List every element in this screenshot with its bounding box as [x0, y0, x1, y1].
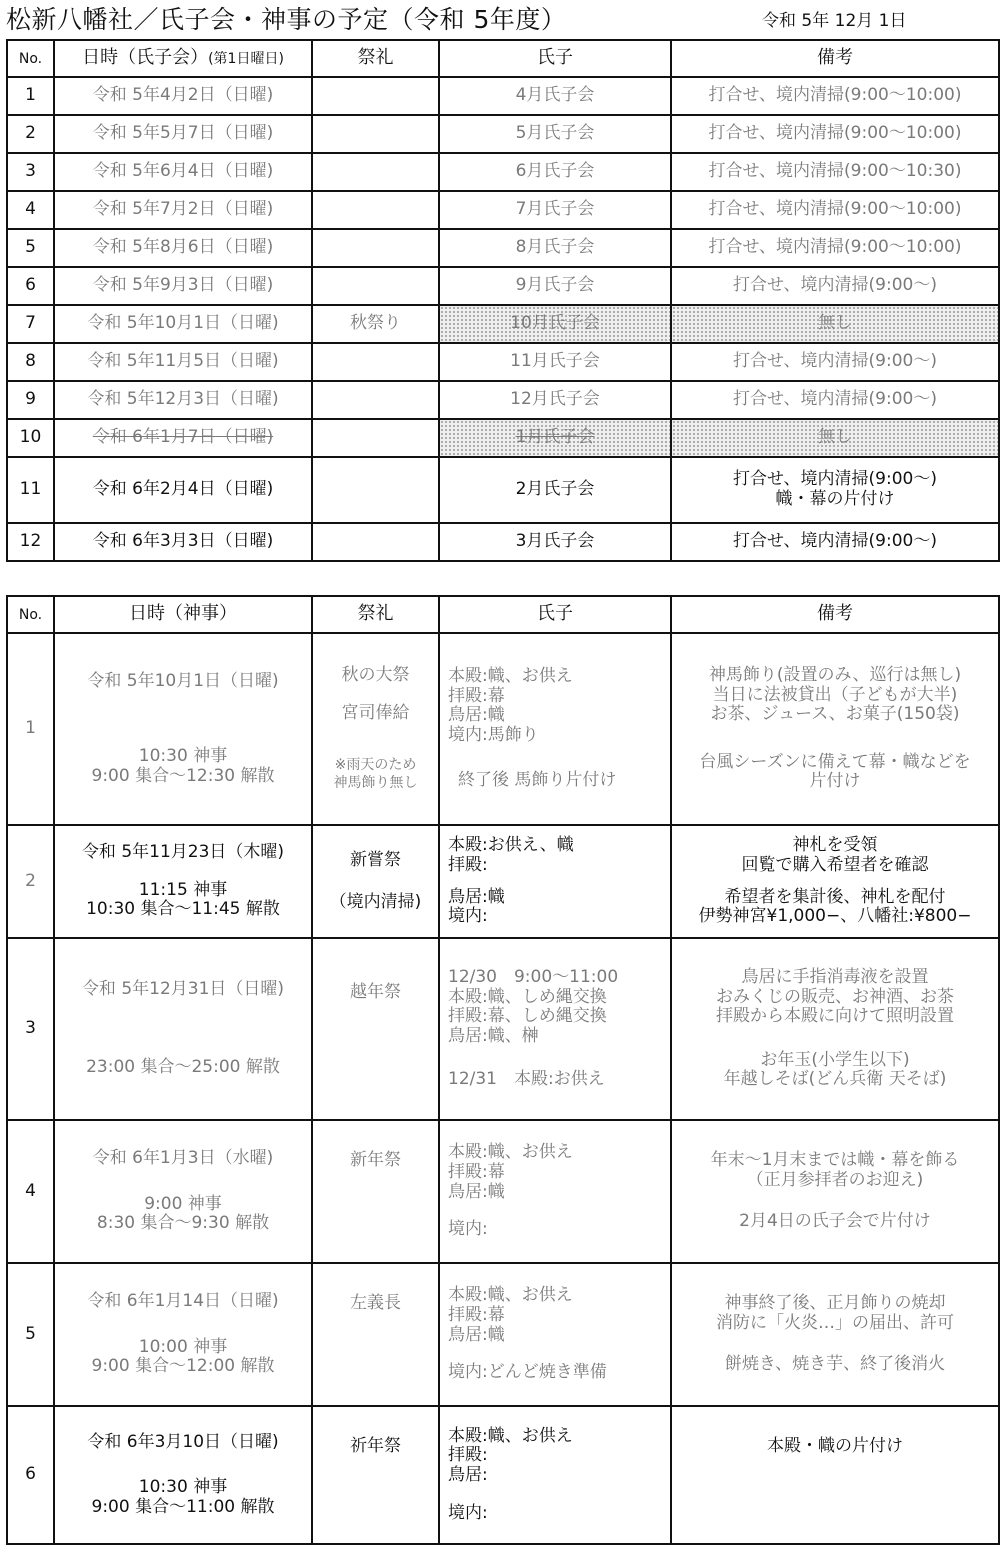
document-date: 令和 5年 12月 1日	[762, 11, 907, 31]
row-date: 令和 5年10月1日（日曜)	[54, 305, 312, 343]
row-no: 8	[7, 343, 54, 381]
row-festival: 新年祭	[312, 1120, 439, 1263]
row-remarks: 打合せ、境内清掃(9:00～10:00)	[671, 77, 999, 115]
row-festival	[312, 523, 439, 561]
row-remarks: 無し	[671, 305, 999, 343]
row-festival	[312, 267, 439, 305]
row-festival: 秋の大祭 宮司俸給 ※雨天のため 神馬飾り無し	[312, 633, 439, 825]
row-festival	[312, 77, 439, 115]
row-date: 令和 6年2月4日（日曜)	[54, 457, 312, 523]
row-festival	[312, 153, 439, 191]
row-remarks: 年末～1月末までは幟・幕を飾る （正月参拝者のお迎え) 2月4日の氏子会で片付け	[671, 1120, 999, 1263]
header-date: 日時（神事）	[54, 596, 312, 633]
row-no: 5	[7, 1263, 54, 1406]
row-date: 令和 5年11月5日（日曜)	[54, 343, 312, 381]
row-no: 10	[7, 419, 54, 457]
table-row	[7, 267, 999, 305]
table-row	[7, 305, 999, 343]
row-date: 令和 6年1月7日（日曜)	[54, 419, 312, 457]
row-ujiko: 12月氏子会	[439, 381, 671, 419]
row-no: 2	[7, 825, 54, 938]
row-date: 令和 5年11月23日（木曜) 11:15 神事 10:30 集合～11:45 解散	[54, 825, 312, 938]
row-ujiko: 3月氏子会	[439, 523, 671, 561]
header-date: 日時（氏子会）(第1日曜日)	[54, 40, 312, 77]
table-row	[7, 191, 999, 229]
table-row	[7, 229, 999, 267]
row-festival	[312, 381, 439, 419]
table-row	[7, 77, 999, 115]
row-no: 4	[7, 191, 54, 229]
row-ujiko: 4月氏子会	[439, 77, 671, 115]
row-date: 令和 6年3月3日（日曜)	[54, 523, 312, 561]
row-date: 令和 5年4月2日（日曜)	[54, 77, 312, 115]
row-remarks: 打合せ、境内清掃(9:00～10:00)	[671, 115, 999, 153]
row-remarks: 打合せ、境内清掃(9:00～) 幟・幕の片付け	[671, 457, 999, 523]
row-date: 令和 5年9月3日（日曜)	[54, 267, 312, 305]
table-row	[7, 153, 999, 191]
row-festival	[312, 457, 439, 523]
row-remarks: 打合せ、境内清掃(9:00～)	[671, 523, 999, 561]
row-festival: 越年祭	[312, 938, 439, 1120]
row-date: 令和 5年12月3日（日曜)	[54, 381, 312, 419]
row-no: 11	[7, 457, 54, 523]
header-remarks: 備考	[671, 40, 999, 77]
row-remarks: 神札を受領 回覧で購入希望者を確認 希望者を集計後、神札を配付 伊勢神宮¥1,000−、八幡社:¥800−	[671, 825, 999, 938]
row-ujiko: 本殿:お供え、幟 拝殿: 鳥居:幟 境内:	[439, 825, 671, 938]
table-row	[7, 633, 999, 825]
row-remarks: 打合せ、境内清掃(9:00～)	[671, 343, 999, 381]
row-festival	[312, 229, 439, 267]
table-row	[7, 1406, 999, 1544]
row-remarks: 神馬飾り(設置のみ、巡行は無し) 当日に法被貸出（子どもが大半) お茶、ジュース、お菓子(150袋) 台風シーズンに備えて幕・幟などを 片付け	[671, 633, 999, 825]
row-remarks: 打合せ、境内清掃(9:00～)	[671, 267, 999, 305]
row-no: 1	[7, 633, 54, 825]
header-ujiko: 氏子	[439, 596, 671, 633]
row-ujiko: 本殿:幟、お供え 拝殿: 鳥居: 境内:	[439, 1406, 671, 1544]
row-date: 令和 5年12月31日（日曜) 23:00 集合～25:00 解散	[54, 938, 312, 1120]
row-ujiko: 9月氏子会	[439, 267, 671, 305]
row-festival	[312, 343, 439, 381]
table-header-row	[7, 596, 999, 633]
row-festival: 左義長	[312, 1263, 439, 1406]
row-remarks: 無し	[671, 419, 999, 457]
table-header-row	[7, 40, 999, 77]
row-date: 令和 5年8月6日（日曜)	[54, 229, 312, 267]
row-no: 1	[7, 77, 54, 115]
page-title: 松新八幡社／氏子会・神事の予定（令和 5年度）	[6, 5, 567, 34]
row-no: 4	[7, 1120, 54, 1263]
row-ujiko: 11月氏子会	[439, 343, 671, 381]
table-row	[7, 1120, 999, 1263]
row-ujiko: 7月氏子会	[439, 191, 671, 229]
row-festival	[312, 191, 439, 229]
header-ujiko: 氏子	[439, 40, 671, 77]
table-row	[7, 523, 999, 561]
row-ujiko: 本殿:幟、お供え 拝殿:幕 鳥居:幟 境内:どんど焼き準備	[439, 1263, 671, 1406]
table-row	[7, 381, 999, 419]
row-ujiko: 5月氏子会	[439, 115, 671, 153]
table-row	[7, 1263, 999, 1406]
row-ujiko: 1月氏子会	[439, 419, 671, 457]
row-remarks: 打合せ、境内清掃(9:00～)	[671, 381, 999, 419]
row-festival	[312, 419, 439, 457]
row-remarks: 打合せ、境内清掃(9:00～10:00)	[671, 191, 999, 229]
row-remarks: 本殿・幟の片付け	[671, 1406, 999, 1544]
ujiko-meeting-table	[6, 39, 1000, 562]
row-no: 7	[7, 305, 54, 343]
header-no: No.	[7, 40, 54, 77]
table-row	[7, 457, 999, 523]
table-row	[7, 825, 999, 938]
row-ujiko: 本殿:幟、お供え 拝殿:幕 鳥居:幟 境内:	[439, 1120, 671, 1263]
header-remarks: 備考	[671, 596, 999, 633]
table-row	[7, 115, 999, 153]
row-date: 令和 6年1月3日（水曜) 9:00 神事 8:30 集合～9:30 解散	[54, 1120, 312, 1263]
row-no: 6	[7, 1406, 54, 1544]
row-remarks: 打合せ、境内清掃(9:00～10:30)	[671, 153, 999, 191]
row-date: 令和 5年5月7日（日曜)	[54, 115, 312, 153]
row-ujiko: 8月氏子会	[439, 229, 671, 267]
row-no: 2	[7, 115, 54, 153]
shinto-ritual-table	[6, 595, 1000, 1545]
row-no: 12	[7, 523, 54, 561]
row-festival	[312, 115, 439, 153]
row-date: 令和 6年1月14日（日曜) 10:00 神事 9:00 集合～12:00 解散	[54, 1263, 312, 1406]
row-no: 3	[7, 938, 54, 1120]
row-ujiko: 2月氏子会	[439, 457, 671, 523]
row-remarks: 神事終了後、正月飾りの焼却 消防に「火炎…」の届出、許可 餅焼き、焼き芋、終了後消火	[671, 1263, 999, 1406]
header-festival: 祭礼	[312, 596, 439, 633]
row-date: 令和 5年6月4日（日曜)	[54, 153, 312, 191]
row-ujiko: 12/30 9:00～11:00 本殿:幟、しめ縄交換 拝殿:幕、しめ縄交換 鳥居:幟、榊 12/31 本殿:お供え	[439, 938, 671, 1120]
row-no: 3	[7, 153, 54, 191]
header-no: No.	[7, 596, 54, 633]
row-date: 令和 6年3月10日（日曜) 10:30 神事 9:00 集合～11:00 解散	[54, 1406, 312, 1544]
row-no: 9	[7, 381, 54, 419]
row-date: 令和 5年7月2日（日曜)	[54, 191, 312, 229]
row-ujiko: 6月氏子会	[439, 153, 671, 191]
row-remarks: 鳥居に手指消毒液を設置 おみくじの販売、お神酒、お茶 拝殿から本殿に向けて照明設置 お年玉(小学生以下) 年越しそば(どん兵衛 天そば)	[671, 938, 999, 1120]
table-row	[7, 343, 999, 381]
row-date: 令和 5年10月1日（日曜) 10:30 神事 9:00 集合～12:30 解散	[54, 633, 312, 825]
row-festival: 新嘗祭 （境内清掃)	[312, 825, 439, 938]
row-festival: 祈年祭	[312, 1406, 439, 1544]
header-festival: 祭礼	[312, 40, 439, 77]
row-no: 5	[7, 229, 54, 267]
row-remarks: 打合せ、境内清掃(9:00～10:00)	[671, 229, 999, 267]
table-row	[7, 419, 999, 457]
table-row	[7, 938, 999, 1120]
row-festival: 秋祭り	[312, 305, 439, 343]
row-no: 6	[7, 267, 54, 305]
row-ujiko: 10月氏子会	[439, 305, 671, 343]
row-ujiko: 本殿:幟、お供え 拝殿:幕 鳥居:幟 境内:馬飾り 終了後 馬飾り片付け	[439, 633, 671, 825]
